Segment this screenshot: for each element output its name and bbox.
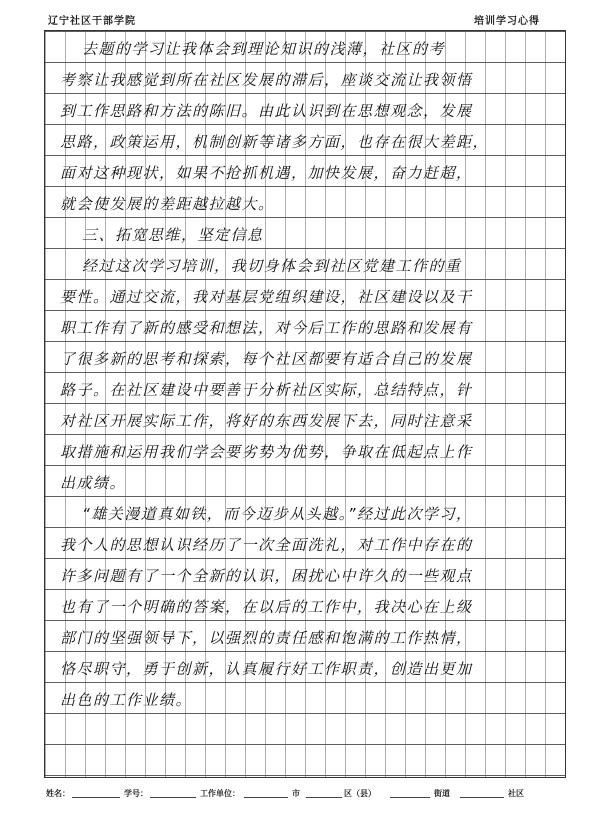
student-id-blank (150, 797, 196, 798)
text-line: 就会使发展的差距越拉越大。 (60, 195, 275, 213)
student-id-label: 学号： (124, 789, 148, 798)
text-line: 面对这种现状，如果不抢抓机遇，加快发展，奋力赶超， (60, 164, 473, 182)
community-label: 社区 (508, 789, 524, 798)
street-label: 街道 (434, 789, 450, 798)
name-blank (72, 797, 120, 798)
text-line: 对社区开展实际工作，将好的东西发展下去，同时注意采 (60, 412, 473, 430)
text-line: 要性。通过交流，我对基层党组织建设，社区建设以及干 (60, 288, 473, 306)
district-blank (306, 797, 342, 798)
city-blank (244, 797, 288, 798)
footer-form (44, 788, 564, 804)
text-line: 了很多新的思考和探索，每个社区都要有适合自己的发展 (60, 350, 473, 368)
district-label: 区（县） (344, 789, 376, 798)
city-label: 市 (292, 789, 300, 798)
header-doc-title: 培训学习心得 (474, 16, 540, 27)
text-line: 我个人的思想认识经历了一次全面洗礼，对工作中存在的 (60, 536, 473, 554)
text-line: 去题的学习让我体会到理论知识的浅薄，社区的考 (82, 40, 446, 58)
text-line: 思路，政策运用，机制创新等诸多方面，也存在很大差距， (60, 133, 490, 151)
street-blank (390, 797, 430, 798)
text-line: “雄关漫道真如铁，而今迈步从头越。”经过此次学习， (82, 505, 473, 523)
text-line: 考察让我感觉到所在社区发展的滞后，座谈交流让我领悟 (60, 71, 473, 89)
handwritten-text (60, 34, 556, 716)
text-line: 职工作有了新的感受和想法，对今后工作的思路和发展有 (60, 319, 473, 337)
text-line: 许多问题有了一个全新的认识，困扰心中许久的一些观点 (60, 567, 473, 585)
text-line: 取措施和运用我们学会要劣势为优势，争取在低起点上作 (60, 443, 473, 461)
text-line: 出成绩。 (60, 474, 127, 492)
community-blank (460, 797, 504, 798)
text-line: 经过这次学习培训，我切身体会到社区党建工作的重 (82, 257, 462, 275)
text-line: 部门的坚强领导下，以强烈的责任感和饱满的工作热情， (60, 629, 473, 647)
header-institution: 辽宁社区干部学院 (48, 16, 136, 27)
text-line: 到工作思路和方法的陈旧。由此认识到在思想观念，发展 (60, 102, 473, 120)
name-label: 姓名： (46, 789, 70, 798)
work-unit-label: 工作单位： (200, 789, 240, 798)
text-line: 恪尽职守，勇于创新，认真履行好工作职责，创造出更加 (60, 660, 473, 678)
text-line: 出色的工作业绩。 (60, 691, 193, 709)
text-line: 路子。在社区建设中要善于分析社区实际，总结特点，针 (60, 381, 473, 399)
section-heading: 三、拓宽思维，坚定信息 (82, 226, 264, 244)
text-line: 也有了一个明确的答案，在以后的工作中，我决心在上级 (60, 598, 473, 616)
